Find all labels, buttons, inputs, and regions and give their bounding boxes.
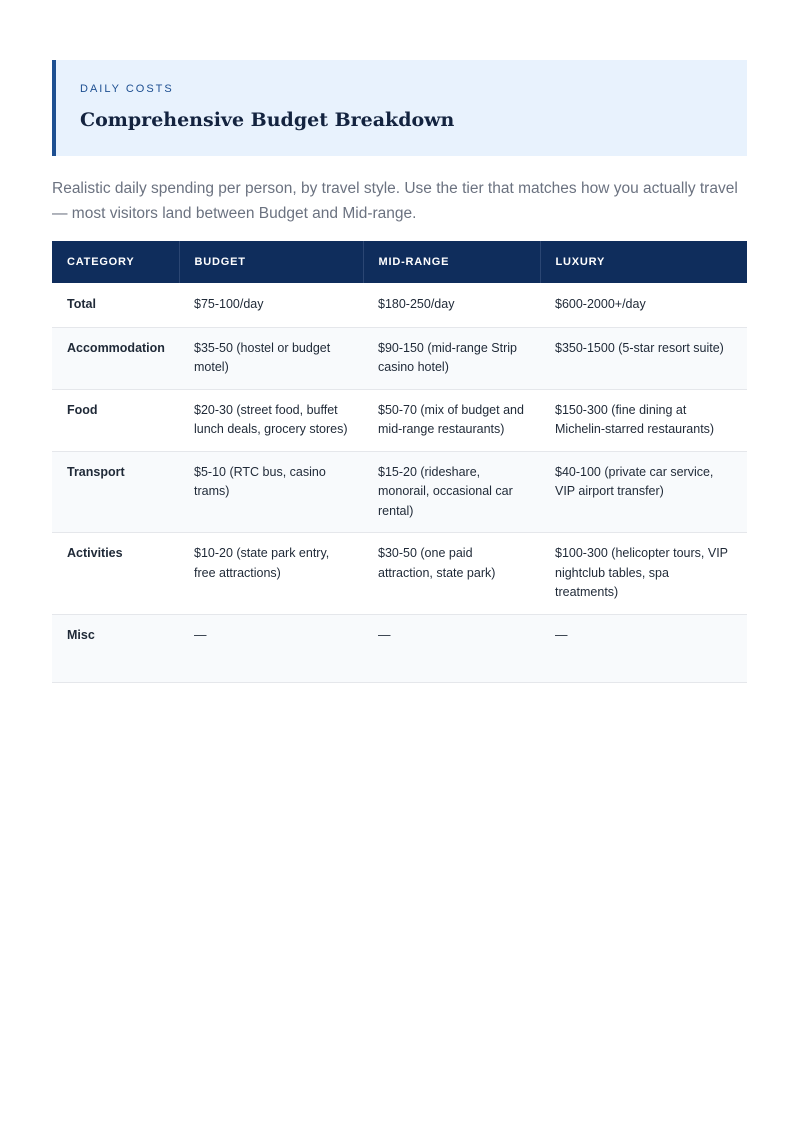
cell-mid-range: — [363, 614, 540, 682]
cell-mid-range: $30-50 (one paid attraction, state park) [363, 533, 540, 615]
header-mid-range: MID-RANGE [363, 241, 540, 283]
row-category: Transport [52, 451, 179, 533]
budget-table [52, 241, 747, 683]
header-luxury: LUXURY [540, 241, 747, 283]
cell-budget: — [179, 614, 363, 682]
row-category: Activities [52, 533, 179, 615]
table-body [52, 283, 747, 682]
cell-luxury: $100-300 (helicopter tours, VIP nightclub tables, spa treatments) [540, 533, 747, 615]
cell-budget: $75-100/day [179, 283, 363, 327]
cell-luxury: $150-300 (fine dining at Michelin-starred restaurants) [540, 389, 747, 451]
section-eyebrow: DAILY COSTS [80, 83, 174, 95]
header-category: CATEGORY [52, 241, 179, 283]
row-category: Food [52, 389, 179, 451]
table-row [52, 327, 747, 389]
cell-luxury: $600-2000+/day [540, 283, 747, 327]
table-row [52, 451, 747, 533]
cell-luxury: — [540, 614, 747, 682]
section-title: Comprehensive Budget Breakdown [80, 109, 455, 131]
cell-mid-range: $90-150 (mid-range Strip casino hotel) [363, 327, 540, 389]
row-category: Accommodation [52, 327, 179, 389]
cell-budget: $20-30 (street food, buffet lunch deals, grocery stores) [179, 389, 363, 451]
row-category: Total [52, 283, 179, 327]
cell-budget: $35-50 (hostel or budget motel) [179, 327, 363, 389]
cell-budget: $10-20 (state park entry, free attractions) [179, 533, 363, 615]
intro-paragraph: Realistic daily spending per person, by travel style. Use the tier that matches how you actually travel — most visitors land between Budget and Mid-range. [52, 180, 738, 222]
cell-budget: $5-10 (RTC bus, casino trams) [179, 451, 363, 533]
cell-mid-range: $15-20 (rideshare, monorail, occasional car rental) [363, 451, 540, 533]
cell-mid-range: $50-70 (mix of budget and mid-range restaurants) [363, 389, 540, 451]
table-row [52, 533, 747, 615]
cell-mid-range: $180-250/day [363, 283, 540, 327]
table-row [52, 283, 747, 327]
table-row [52, 614, 747, 682]
row-category: Misc [52, 614, 179, 682]
header-budget: BUDGET [179, 241, 363, 283]
table-header [52, 241, 747, 283]
table-header-row [52, 241, 747, 283]
table-row [52, 389, 747, 451]
cell-luxury: $40-100 (private car service, VIP airport transfer) [540, 451, 747, 533]
cell-luxury: $350-1500 (5-star resort suite) [540, 327, 747, 389]
section-header [52, 60, 747, 156]
